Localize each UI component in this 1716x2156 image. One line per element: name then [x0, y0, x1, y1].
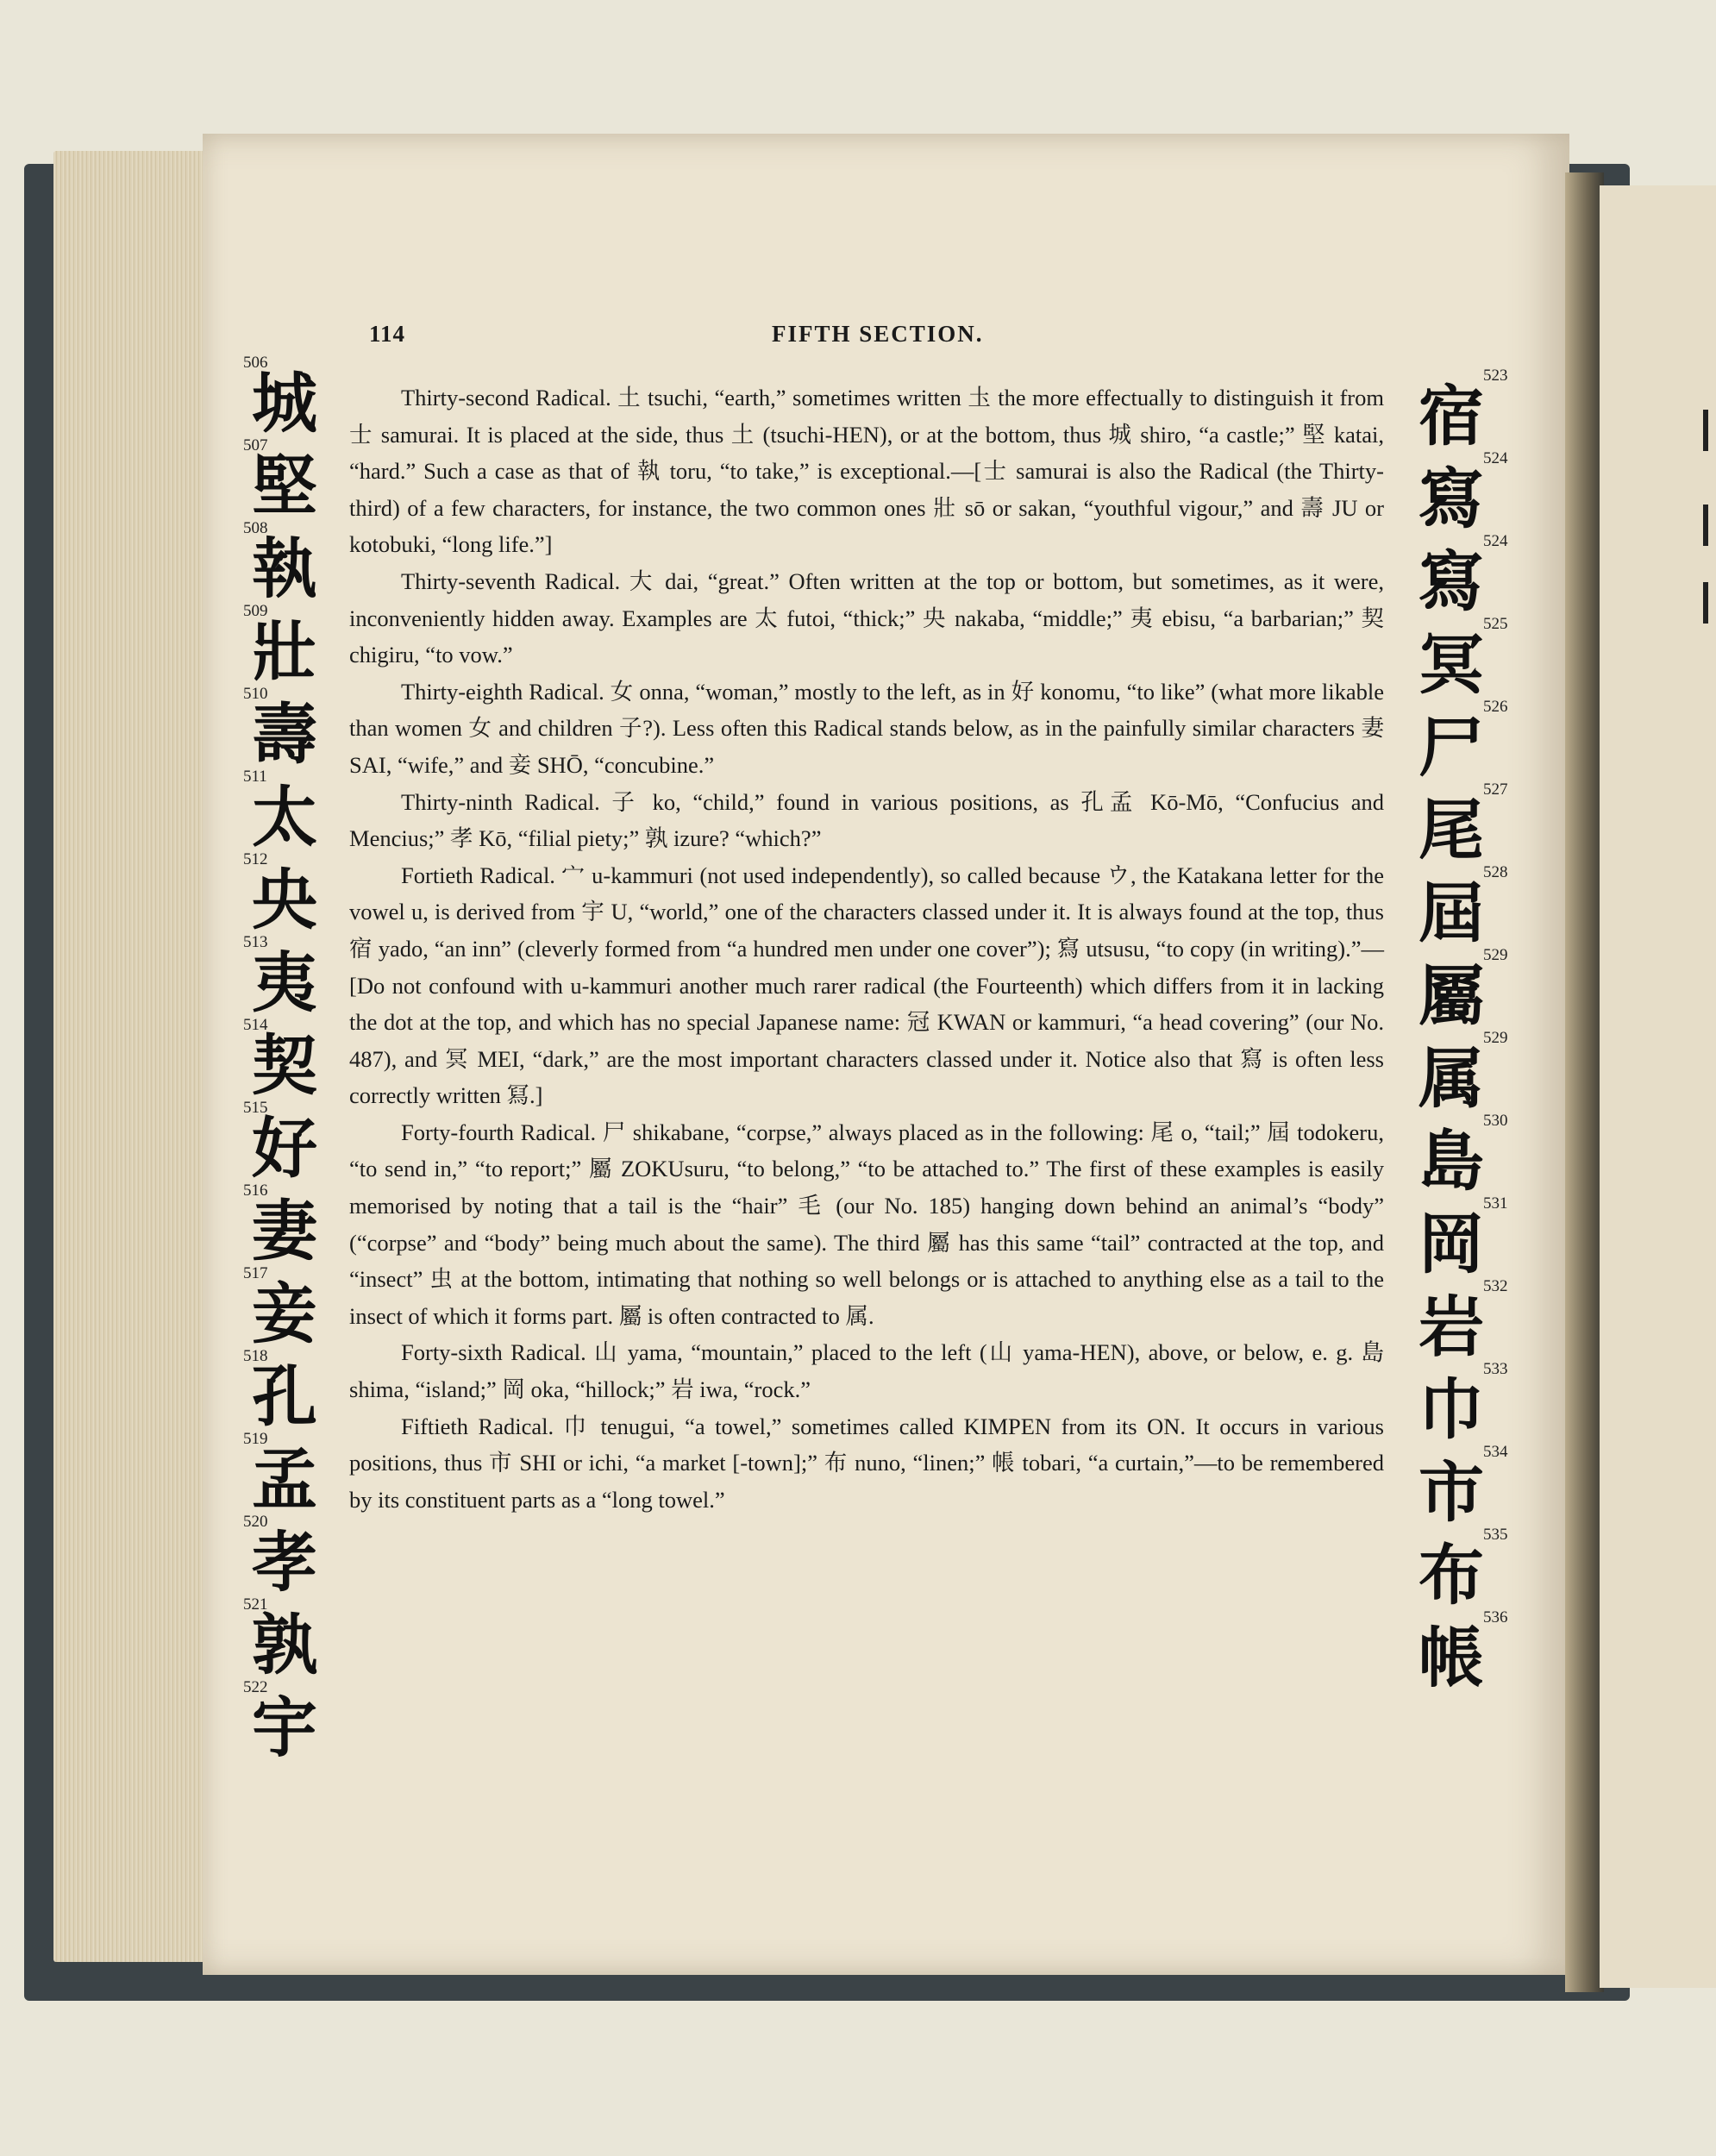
- paragraph-radical-46: Forty-sixth Radical. 山 yama, “mountain,” placed to the left (山 yama-HEN), above, or below, e. g. 島 shima, “island;” 岡 oka, “hillock;” 岩 iwa, “rock.”: [349, 1339, 1384, 1403]
- kanji-entry: [226, 1513, 329, 1601]
- entry-kanji: 壽: [252, 696, 317, 773]
- page-number: 114: [369, 321, 406, 347]
- entry-number: 518: [243, 1347, 268, 1365]
- entry-number: 513: [243, 933, 268, 951]
- entry-number: 534: [1483, 1443, 1508, 1461]
- entry-kanji: 寫: [1419, 543, 1484, 620]
- kanji-entry: [226, 354, 329, 442]
- body-text: [349, 379, 1384, 1518]
- entry-kanji: 妾: [252, 1275, 317, 1352]
- entry-kanji: 属: [1419, 1040, 1484, 1117]
- kanji-entry: [1419, 1277, 1522, 1365]
- entry-number: 528: [1483, 863, 1508, 881]
- entry-number: 506: [243, 354, 268, 372]
- kanji-entry: [226, 850, 329, 938]
- kanji-entry: [1419, 1608, 1522, 1696]
- entry-kanji: 岩: [1419, 1288, 1484, 1365]
- kanji-entry: [226, 1181, 329, 1269]
- paragraph-radical-39: Thirty-ninth Radical. 子 ko, “child,” found in various positions, as 孔孟 Kō-Mō, “Confucius and Mencius;” 孝 Kō, “filial piety;” 孰 izure? “which?”: [349, 788, 1384, 852]
- entry-number: 515: [243, 1099, 268, 1117]
- entry-number: 511: [243, 768, 267, 786]
- entry-kanji: 孝: [252, 1524, 317, 1601]
- next-page-glyph-fragment: [1703, 582, 1716, 624]
- entry-kanji: 契: [252, 1027, 317, 1104]
- entry-number: 524: [1483, 449, 1508, 467]
- entry-number: 514: [243, 1016, 268, 1034]
- entry-number: 526: [1483, 698, 1508, 716]
- entry-number: 520: [243, 1513, 268, 1531]
- kanji-entry: [226, 1678, 329, 1766]
- entry-number: 532: [1483, 1277, 1508, 1295]
- kanji-entry: [1419, 1443, 1522, 1531]
- kanji-entry: [226, 602, 329, 690]
- entry-kanji: 岡: [1419, 1206, 1484, 1282]
- kanji-entry: [1419, 615, 1522, 703]
- entry-kanji: 央: [252, 862, 317, 938]
- entry-kanji: 尸: [1419, 709, 1484, 786]
- entry-kanji: 妻: [252, 1193, 317, 1269]
- entry-kanji: 寫: [1419, 461, 1484, 537]
- paragraph-radical-40: Fortieth Radical. 宀 u-kammuri (not used independently), so called because ウ, the Katakana letter for the vowel u, is derived from 宇 U, “world,” one of the characters classed under it. It is always found at the top, thus 宿 yado, “an inn” (cleverly formed from “a hundred men under one cover”); 寫 utsusu, “to copy (in writing).”—[Do not confound with u-kammuri another much rarer radical (the Fourteenth) which differs from it in lacking the dot at the top, and which has no special Japanese name: 冠 KWAN or kammuri, “a head covering” (our No. 487), and 冥 MEI, “dark,” are the most important characters classed under it. Notice also that 寫 is often less correctly written 冩.]: [349, 862, 1384, 1109]
- entry-kanji: 孟: [252, 1441, 317, 1518]
- book-gutter: [1565, 172, 1604, 1992]
- entry-kanji: 屆: [1419, 874, 1484, 951]
- entry-kanji: 宿: [1419, 378, 1484, 454]
- section-title: FIFTH SECTION.: [772, 321, 984, 347]
- entry-number: 519: [243, 1430, 268, 1448]
- kanji-entry: [1419, 1360, 1522, 1448]
- entry-kanji: 市: [1419, 1454, 1484, 1531]
- kanji-entry: [226, 1430, 329, 1518]
- kanji-entry: [1419, 532, 1522, 620]
- entry-kanji: 城: [252, 365, 317, 442]
- paragraph-radical-38: Thirty-eighth Radical. 女 onna, “woman,” mostly to the left, as in 好 konomu, “to like” (what more likable than women 女 and children 子?). Less often this Radical stands below, as in the painfully similar characters 妻 SAI, “wife,” and 妾 SHŌ, “concubine.”: [349, 678, 1384, 778]
- entry-number: 529: [1483, 946, 1508, 964]
- kanji-entry: [226, 436, 329, 524]
- entry-number: 530: [1483, 1112, 1508, 1130]
- kanji-entry: [1419, 698, 1522, 786]
- entry-kanji: 島: [1419, 1123, 1484, 1200]
- entry-kanji: 執: [252, 530, 317, 607]
- paragraph-radical-50: Fiftieth Radical. 巾 tenugui, “a towel,” sometimes called KIMPEN from its ON. It occurs in various positions, thus 市 SHI or ichi, “a market [-town];” 布 nuno, “linen;” 帳 tobari, “a curtain,”—to be remembered by its constituent parts as a “long towel.”: [349, 1413, 1384, 1513]
- entry-number: 512: [243, 850, 268, 868]
- entry-number: 523: [1483, 367, 1508, 385]
- entry-kanji: 冥: [1419, 626, 1484, 703]
- entry-kanji: 屬: [1419, 957, 1484, 1034]
- entry-kanji: 好: [252, 1110, 317, 1187]
- entry-kanji: 夷: [252, 944, 317, 1021]
- entry-number: 510: [243, 685, 268, 703]
- entry-kanji: 帳: [1419, 1620, 1484, 1696]
- entry-number: 522: [243, 1678, 268, 1696]
- kanji-entry: [226, 768, 329, 856]
- entry-kanji: 太: [252, 779, 317, 856]
- entry-number: 536: [1483, 1608, 1508, 1626]
- entry-kanji: 孔: [252, 1358, 317, 1435]
- kanji-entry: [1419, 449, 1522, 537]
- entry-kanji: 孰: [252, 1607, 317, 1683]
- entry-number: 529: [1483, 1029, 1508, 1047]
- entry-number: 516: [243, 1181, 268, 1200]
- kanji-entry: [1419, 367, 1522, 454]
- kanji-entry: [1419, 1112, 1522, 1200]
- entry-number: 535: [1483, 1526, 1508, 1544]
- kanji-entry: [1419, 1194, 1522, 1282]
- page-edges: [53, 151, 217, 1962]
- entry-number: 524: [1483, 532, 1508, 550]
- paragraph-radical-44: Forty-fourth Radical. 尸 shikabane, “corpse,” always placed as in the following: 尾 o, “tail;” 屆 todokeru, “to send in,” “to report;” 屬 ZOKUsuru, “to belong,” “to be attached to.” The first of these examples is easily memorised by noting that a tail is the “hair” 毛 (our No. 185) hanging down behind an animal’s “body” (“corpse” and “body” being much about the same). The third 屬 has this same “tail” contracted at the top, and “insect” 虫 at the bottom, intimating that nothing so well belongs or is attached to anything else as a tail to the insect of which it forms part. 屬 is often contracted to 属.: [349, 1119, 1384, 1329]
- entry-kanji: 巾: [1419, 1371, 1484, 1448]
- kanji-entry: [226, 1264, 329, 1352]
- entry-kanji: 尾: [1419, 792, 1484, 868]
- kanji-entry: [1419, 780, 1522, 868]
- kanji-entry: [226, 1347, 329, 1435]
- paragraph-radical-37: Thirty-seventh Radical. 大 dai, “great.” Often written at the top or bottom, but sometimes, as it were, inconveniently hidden away. Examples are 太 futoi, “thick;” 央 nakaba, “middle;” 夷 ebisu, “a barbarian;” 契 chigiru, “to vow.”: [349, 567, 1384, 668]
- kanji-entry: [226, 1595, 329, 1683]
- entry-number: 531: [1483, 1194, 1508, 1213]
- kanji-entry: [1419, 1526, 1522, 1614]
- paragraph-radical-32: Thirty-second Radical. 土 tsuchi, “earth,” sometimes written 圡 the more effectually to distinguish it from 士 samurai. It is placed at the side, thus 土 (tsuchi-HEN), or at the bottom, thus 城 shiro, “a castle;” 堅 katai, “hard.” Such a case as that of 執 toru, “to take,” is exceptional.—[士 samurai is also the Radical (the Thirty-third) of a few characters, for instance, the two common ones 壯 sō or sakan, “youthful vigour,” and 壽 JU or kotobuki, “long life.”]: [349, 385, 1384, 558]
- entry-kanji: 布: [1419, 1537, 1484, 1614]
- entry-number: 521: [243, 1595, 268, 1614]
- entry-kanji: 堅: [252, 448, 317, 524]
- kanji-entry: [1419, 1029, 1522, 1117]
- entry-number: 508: [243, 519, 268, 537]
- entry-number: 527: [1483, 780, 1508, 799]
- kanji-entry: [226, 1099, 329, 1187]
- kanji-entry: [226, 933, 329, 1021]
- entry-kanji: 壯: [252, 613, 317, 690]
- entry-number: 533: [1483, 1360, 1508, 1378]
- next-page-glyph-fragment: [1703, 410, 1716, 451]
- entry-number: 509: [243, 602, 268, 620]
- kanji-entry: [226, 685, 329, 773]
- entry-number: 525: [1483, 615, 1508, 633]
- kanji-entry: [1419, 946, 1522, 1034]
- entry-kanji: 宇: [252, 1689, 317, 1766]
- kanji-entry: [226, 1016, 329, 1104]
- entry-number: 507: [243, 436, 268, 454]
- next-page-edge: [1600, 185, 1716, 1988]
- next-page-glyph-fragment: [1703, 505, 1716, 546]
- entry-number: 517: [243, 1264, 268, 1282]
- kanji-entry: [226, 519, 329, 607]
- kanji-entry: [1419, 863, 1522, 951]
